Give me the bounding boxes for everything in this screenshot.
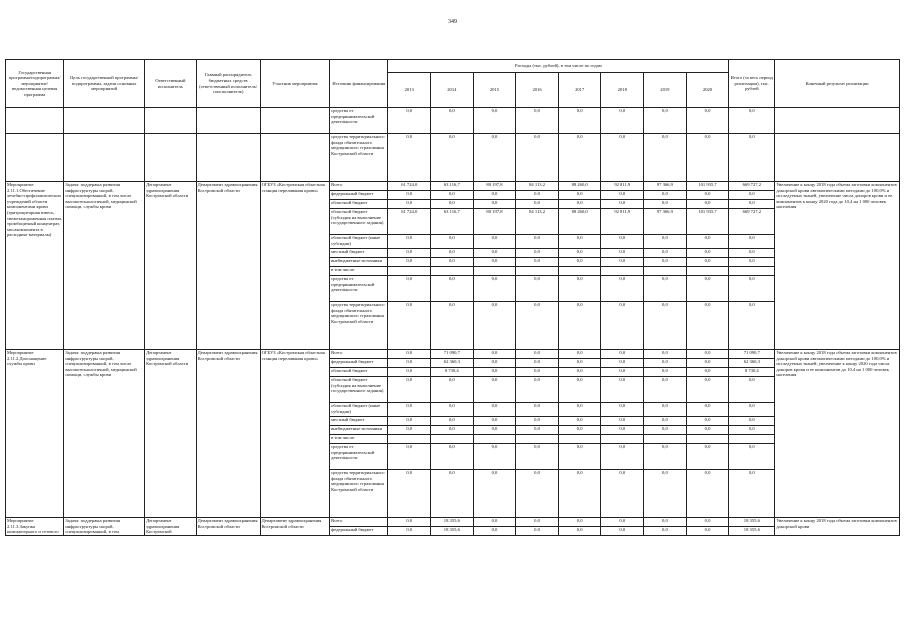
value-cell [473,435,516,444]
table-row [6,134,900,182]
value-cell: 0,0 [516,444,559,470]
value-cell: 0,0 [473,359,516,368]
source-cell: федеральный бюджет [330,527,388,536]
header-administrator: Главный распорядитель бюджетных средств (ответственный исполнитель/ соисполнитель) [196,60,260,108]
value-cell [686,267,729,276]
value-cell: 0,0 [601,444,644,470]
program-cell: Мероприятие 2.11.1.Обеспечение лечебно-профилактических учреждений области компонентами крови (эритроцитарная взвесь, свежезамороженная плазма, тромбоцитный концентрат, мосакомпонента в расходные материалы) [6,182,64,350]
value-cell: 61 724,0 [388,209,431,235]
value-cell: 0,0 [686,527,729,536]
value-cell: 0,0 [388,359,431,368]
table-row [6,350,900,359]
executor-cell: Департамент здравоохранения Костромской области [145,182,197,350]
value-cell: 0,0 [516,368,559,377]
header-year: 2020 [686,73,729,108]
value-cell: 0,0 [686,108,729,134]
value-cell: 0,0 [686,191,729,200]
table-row [6,182,900,191]
value-cell: 0,0 [644,470,687,518]
value-cell: 0,0 [601,518,644,527]
value-cell: 0,0 [601,368,644,377]
source-cell: средства территориального фонда обязательного медицинского страхования Костромской области [330,134,388,182]
value-cell: 0,0 [388,134,431,182]
empty-cell [145,134,197,182]
value-cell: 0,0 [431,417,474,426]
value-cell: 0,0 [473,249,516,258]
header-year: 2013 [388,73,431,108]
value-cell: 0,0 [686,359,729,368]
source-cell: внебюджетные источники [330,258,388,267]
value-cell: 0,0 [729,444,775,470]
value-cell: 0,0 [473,403,516,417]
source-cell: в том числе: [330,267,388,276]
value-cell: 0,0 [729,235,775,249]
value-cell: 18 355,6 [431,518,474,527]
source-cell: в том числе: [330,435,388,444]
value-cell: 0,0 [558,108,601,134]
value-cell: 0,0 [601,403,644,417]
value-cell: 0,0 [644,368,687,377]
value-cell: 0,0 [644,134,687,182]
empty-cell [64,134,145,182]
value-cell: 0,0 [601,258,644,267]
value-cell: 0,0 [558,426,601,435]
table-row [6,518,900,527]
source-cell: средства от предпринимательской деятельности [330,444,388,470]
source-cell: федеральный бюджет [330,359,388,368]
value-cell: 0,0 [644,403,687,417]
value-cell: 0,0 [558,527,601,536]
result-cell: Увеличение к концу 2018 года объема заготовки компонентов донорской крови автоматическими методами до 100,0% и исследуемых тканей; увеличение к концу 2020 года числа доноров крови и ее компонентов до 10,4 на 1 000 человек населения [775,350,900,518]
value-cell: 669 727,2 [729,182,775,191]
value-cell: 0,0 [644,518,687,527]
program-cell: Мероприятие 2.11.3.Закупка компьютерного и сетевого [6,518,64,536]
value-cell: 0,0 [516,191,559,200]
empty-cell [64,108,145,134]
value-cell: 0,0 [686,235,729,249]
value-cell: 0,0 [729,249,775,258]
value-cell: 0,0 [516,276,559,302]
value-cell: 61 724,0 [388,182,431,191]
value-cell: 0,0 [473,134,516,182]
value-cell: 0,0 [644,108,687,134]
result-cell: Увеличение к концу 2018 года объема заготовки компонентов донорской крови автоматическими методами до 100,0% и исследуемых тканей, увеличение числа доноров крови и ее компонентов к концу 2020 года до 10,4 на 1 000 человек населения [775,182,900,350]
value-cell: 0,0 [729,377,775,403]
value-cell: 0,0 [644,527,687,536]
value-cell: 92 811,9 [601,182,644,191]
value-cell: 0,0 [558,518,601,527]
value-cell: 0,0 [388,200,431,209]
value-cell: 0,0 [686,417,729,426]
value-cell: 71 090,7 [431,350,474,359]
value-cell: 0,0 [473,235,516,249]
value-cell: 0,0 [516,249,559,258]
value-cell [601,435,644,444]
header-year: 2017 [558,73,601,108]
value-cell: 0,0 [729,417,775,426]
source-cell: Всего [330,182,388,191]
value-cell [431,435,474,444]
value-cell: 0,0 [388,377,431,403]
value-cell: 0,0 [686,134,729,182]
value-cell: 0,0 [516,377,559,403]
value-cell: 0,0 [601,359,644,368]
value-cell: 80 197,8 [473,182,516,191]
value-cell: 0,0 [729,426,775,435]
value-cell: 0,0 [431,258,474,267]
source-cell: местный бюджет [330,417,388,426]
value-cell: 0,0 [473,276,516,302]
value-cell: 0,0 [686,258,729,267]
value-cell: 0,0 [473,377,516,403]
value-cell [644,267,687,276]
value-cell: 0,0 [729,258,775,267]
value-cell: 0,0 [558,191,601,200]
value-cell: 0,0 [516,518,559,527]
value-cell: 0,0 [473,200,516,209]
value-cell: 63 116,7 [431,182,474,191]
header-year: 2016 [516,73,559,108]
value-cell: 0,0 [388,527,431,536]
value-cell [388,435,431,444]
value-cell: 0,0 [644,426,687,435]
value-cell: 0,0 [431,276,474,302]
program-cell: Мероприятие 2.11.2.Дооснащение службы крови [6,350,64,518]
value-cell: 0,0 [388,368,431,377]
value-cell: 0,0 [601,108,644,134]
value-cell: 0,0 [388,417,431,426]
value-cell [558,435,601,444]
value-cell: 0,0 [516,200,559,209]
value-cell: 0,0 [601,527,644,536]
value-cell: 669 727,2 [729,209,775,235]
value-cell: 0,0 [473,518,516,527]
value-cell [516,267,559,276]
source-cell: областной бюджет [330,368,388,377]
value-cell: 0,0 [686,302,729,350]
value-cell: 0,0 [601,200,644,209]
value-cell: 101 935,7 [686,182,729,191]
value-cell: 0,0 [473,350,516,359]
value-cell: 0,0 [729,302,775,350]
value-cell: 0,0 [431,377,474,403]
empty-cell [196,108,260,134]
value-cell: 88 260,0 [558,209,601,235]
value-cell: 0,0 [558,350,601,359]
value-cell: 18 355,6 [729,527,775,536]
value-cell: 0,0 [644,302,687,350]
source-cell: местный бюджет [330,249,388,258]
value-cell: 0,0 [431,470,474,518]
value-cell: 0,0 [473,191,516,200]
header-year: 2015 [473,73,516,108]
value-cell: 0,0 [516,350,559,359]
value-cell: 0,0 [601,235,644,249]
value-cell: 0,0 [473,470,516,518]
value-cell [644,435,687,444]
value-cell: 0,0 [473,527,516,536]
header-result: Конечный результат реализации [775,60,900,108]
value-cell: 0,0 [388,444,431,470]
value-cell: 8 730,4 [729,368,775,377]
value-cell: 0,0 [686,377,729,403]
goal-cell: Задача: поддержка развития инфраструктуры скорой, специализированной, в том числе высокотехнологичной, медицинской помощи, службы крови [64,350,145,518]
value-cell: 0,0 [729,108,775,134]
value-cell: 0,0 [601,377,644,403]
header-total: Итого (за весь период реализации), тыс. рублей [729,60,775,108]
value-cell: 0,0 [601,191,644,200]
executor-cell: Департамент здравоохранения Костромской области [145,350,197,518]
value-cell: 0,0 [644,200,687,209]
value-cell: 0,0 [473,302,516,350]
value-cell: 18 355,6 [729,518,775,527]
value-cell: 63 116,7 [431,209,474,235]
value-cell: 0,0 [431,249,474,258]
value-cell: 0,0 [558,249,601,258]
value-cell: 0,0 [431,134,474,182]
participant-cell: Департамент здравоохранения Костромской области [260,518,330,536]
empty-cell [260,108,330,134]
value-cell: 0,0 [686,350,729,359]
page-number: 349 [448,19,457,25]
value-cell: 0,0 [558,276,601,302]
value-cell: 0,0 [558,302,601,350]
value-cell: 92 811,9 [601,209,644,235]
value-cell [516,435,559,444]
value-cell: 0,0 [558,258,601,267]
value-cell: 88 260,0 [558,182,601,191]
empty-cell [6,108,64,134]
value-cell: 0,0 [388,302,431,350]
value-cell: 0,0 [644,350,687,359]
empty-cell [145,108,197,134]
value-cell: 0,0 [644,377,687,403]
header-year: 2019 [644,73,687,108]
value-cell: 0,0 [473,417,516,426]
value-cell: 84 113,2 [516,209,559,235]
value-cell: 0,0 [558,200,601,209]
value-cell: 0,0 [686,403,729,417]
value-cell: 0,0 [644,276,687,302]
source-cell: Всего [330,350,388,359]
value-cell: 0,0 [686,470,729,518]
empty-cell [260,134,330,182]
value-cell: 0,0 [601,426,644,435]
source-cell: федеральный бюджет [330,191,388,200]
header-goal: Цель государственной программы/подпрограммы, задачи основных мероприятий [64,60,145,108]
value-cell [601,267,644,276]
value-cell: 0,0 [601,470,644,518]
value-cell: 0,0 [558,417,601,426]
source-cell: средства территориального фонда обязательного медицинского страхования Костромской области [330,470,388,518]
value-cell: 0,0 [644,235,687,249]
source-cell: средства от предпринимательской деятельности [330,108,388,134]
value-cell: 0,0 [558,470,601,518]
value-cell [729,435,775,444]
value-cell: 0,0 [431,191,474,200]
value-cell: 0,0 [388,108,431,134]
value-cell: 0,0 [686,444,729,470]
value-cell: 0,0 [729,200,775,209]
value-cell [729,267,775,276]
value-cell [388,267,431,276]
value-cell: 0,0 [516,258,559,267]
value-cell: 0,0 [473,426,516,435]
value-cell: 97 366,9 [644,209,687,235]
value-cell: 0,0 [516,403,559,417]
value-cell: 0,0 [388,350,431,359]
value-cell: 0,0 [516,235,559,249]
header-source: Источник финансирования [330,60,388,108]
value-cell: 0,0 [644,249,687,258]
value-cell: 62 360,3 [431,359,474,368]
value-cell: 0,0 [686,249,729,258]
value-cell: 0,0 [601,276,644,302]
source-cell: областной бюджет (субсидия на выполнение государственного задания) [330,209,388,235]
value-cell: 0,0 [644,258,687,267]
value-cell: 0,0 [686,276,729,302]
source-cell: Всего [330,518,388,527]
value-cell: 0,0 [516,108,559,134]
value-cell [473,267,516,276]
expenses-table [5,59,900,536]
value-cell: 0,0 [601,350,644,359]
value-cell: 0,0 [473,444,516,470]
source-cell: средства территориального фонда обязательного медицинского страхования Костромской области [330,302,388,350]
value-cell: 0,0 [729,403,775,417]
empty-cell [196,134,260,182]
table-header [6,60,900,108]
value-cell: 0,0 [729,134,775,182]
value-cell: 0,0 [558,403,601,417]
value-cell: 0,0 [516,470,559,518]
table-body [6,108,900,536]
value-cell: 80 197,8 [473,209,516,235]
value-cell: 101 935,7 [686,209,729,235]
table-row [6,108,900,134]
header-participant: Участник мероприятия [260,60,330,108]
source-cell: областной бюджет [330,200,388,209]
value-cell [558,267,601,276]
value-cell: 62 360,3 [729,359,775,368]
value-cell: 0,0 [516,417,559,426]
empty-cell [775,108,900,134]
value-cell: 0,0 [601,249,644,258]
value-cell: 0,0 [473,258,516,267]
header-expenses: Расходы (тыс. рублей), в том числе по годам [388,60,729,73]
value-cell: 0,0 [388,191,431,200]
value-cell: 8 730,4 [431,368,474,377]
value-cell: 0,0 [686,518,729,527]
value-cell: 0,0 [558,134,601,182]
administrator-cell: Департамент здравоохранения Костромской области [196,518,260,536]
value-cell: 0,0 [516,359,559,368]
value-cell: 18 355,6 [431,527,474,536]
header-program: Государственная программа/подпрограмма/ мероприятие/ ведомственная целевая программа [6,60,64,108]
source-cell: областной бюджет (субсидия на выполнение государственного задания) [330,377,388,403]
value-cell: 0,0 [558,359,601,368]
value-cell: 0,0 [558,444,601,470]
value-cell: 0,0 [388,403,431,417]
value-cell [431,267,474,276]
value-cell: 0,0 [729,191,775,200]
value-cell: 0,0 [516,302,559,350]
value-cell: 0,0 [601,417,644,426]
value-cell: 0,0 [431,200,474,209]
value-cell: 0,0 [644,191,687,200]
value-cell: 0,0 [601,134,644,182]
value-cell: 0,0 [388,518,431,527]
value-cell: 0,0 [516,527,559,536]
value-cell: 0,0 [686,426,729,435]
value-cell: 0,0 [558,368,601,377]
value-cell: 0,0 [473,108,516,134]
value-cell: 0,0 [644,444,687,470]
value-cell: 0,0 [516,134,559,182]
value-cell: 0,0 [729,470,775,518]
value-cell: 84 113,2 [516,182,559,191]
value-cell: 0,0 [601,302,644,350]
value-cell: 0,0 [729,276,775,302]
value-cell: 0,0 [388,470,431,518]
value-cell: 0,0 [388,249,431,258]
administrator-cell: Департамент здравоохранения Костромской области [196,182,260,350]
source-cell: внебюджетные источники [330,426,388,435]
participant-cell: ОГБУЗ «Костромская областная станция переливания крови» [260,350,330,518]
value-cell: 0,0 [558,235,601,249]
goal-cell: Задача: поддержка развития инфраструктуры скорой, специализированной, в том [64,518,145,536]
value-cell: 0,0 [388,258,431,267]
result-cell: Увеличение к концу 2018 года объема заготовки компонентов донорской крови [775,518,900,536]
value-cell: 0,0 [516,426,559,435]
value-cell: 0,0 [558,377,601,403]
empty-cell [775,134,900,182]
header-year: 2018 [601,73,644,108]
value-cell: 71 090,7 [729,350,775,359]
participant-cell: ОГБУЗ «Костромская областная станция переливания крови» [260,182,330,350]
value-cell: 0,0 [431,403,474,417]
source-cell: областной бюджет (иные субсидии) [330,235,388,249]
value-cell: 0,0 [431,302,474,350]
value-cell: 0,0 [431,426,474,435]
value-cell: 0,0 [644,417,687,426]
value-cell [686,435,729,444]
header-year: 2014 [431,73,474,108]
value-cell: 0,0 [388,276,431,302]
value-cell: 0,0 [686,368,729,377]
source-cell: средства от предпринимательской деятельности [330,276,388,302]
value-cell: 0,0 [431,235,474,249]
value-cell: 0,0 [388,235,431,249]
value-cell: 0,0 [473,368,516,377]
header-executor: Ответственный исполнитель [145,60,197,108]
administrator-cell: Департамент здравоохранения Костромской области [196,350,260,518]
executor-cell: Департамент здравоохранения Костромской [145,518,197,536]
value-cell: 0,0 [686,200,729,209]
empty-cell [6,134,64,182]
goal-cell: Задача: поддержка развития инфраструктуры скорой, специализированной, в том числе высокотехнологичной, медицинской помощи, службы крови [64,182,145,350]
value-cell: 0,0 [431,444,474,470]
value-cell: 0,0 [388,426,431,435]
source-cell: областной бюджет (иные субсидии) [330,403,388,417]
value-cell: 97 366,9 [644,182,687,191]
value-cell: 0,0 [431,108,474,134]
value-cell: 0,0 [644,359,687,368]
